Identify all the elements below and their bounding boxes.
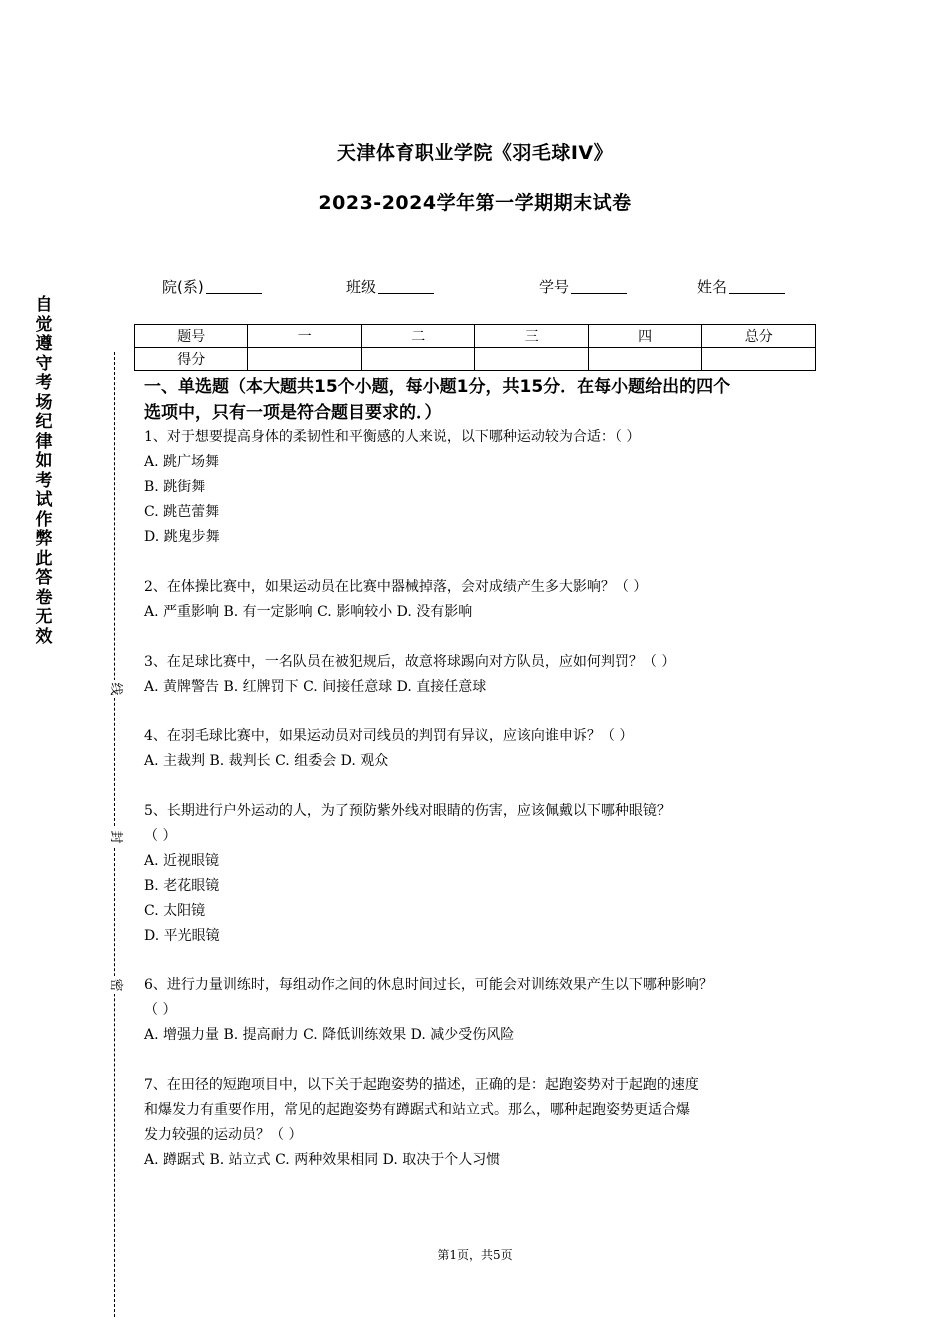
score-table-header-cell: 二 xyxy=(361,325,474,348)
score-table xyxy=(134,324,816,371)
question-5-option: C. 太阳镜 xyxy=(144,903,206,919)
question-1-option: B. 跳街舞 xyxy=(144,479,206,495)
student-id-label: 学号 xyxy=(539,278,570,296)
question-6-text: 6、进行力量训练时，每组动作之间的休息时间过长，可能会对训练效果产生以下哪种影响？ xyxy=(144,977,713,993)
question-2-text: 2、在体操比赛中，如果运动员在比赛中器械掉落，会对成绩产生多大影响？（ ） xyxy=(144,579,648,595)
student-id-blank[interactable] xyxy=(571,279,627,294)
score-cell[interactable] xyxy=(588,348,701,371)
question-5-text: （ ） xyxy=(144,828,177,844)
question-1-text: 1、对于想要提高身体的柔韧性和平衡感的人来说，以下哪种运动较为合适：（ ） xyxy=(144,429,641,445)
class-label: 班级 xyxy=(346,278,377,296)
question-1-option: C. 跳芭蕾舞 xyxy=(144,504,220,520)
student-id-field[interactable] xyxy=(539,276,627,297)
seal-label-secret: 密 xyxy=(104,976,126,994)
score-cell[interactable] xyxy=(361,348,474,371)
name-field[interactable] xyxy=(697,276,785,297)
question-4-options: A. 主裁判 B. 裁判长 C. 组委会 D. 观众 xyxy=(144,753,389,769)
question-7-text: 7、在田径的短跑项目中，以下关于起跑姿势的描述，正确的是：起跑姿势对于起跑的速度 xyxy=(144,1077,699,1093)
question-7-text: 和爆发力有重要作用，常见的起跑姿势有蹲踞式和站立式。那么，哪种起跑姿势更适合爆 xyxy=(144,1102,690,1118)
section-heading xyxy=(144,374,824,426)
question-3-text: 3、在足球比赛中，一名队员在被犯规后，故意将球踢向对方队员，应如何判罚？（ ） xyxy=(144,654,676,670)
exam-title: 天津体育职业学院《羽毛球IV》 xyxy=(336,142,614,164)
section-heading-line: 一、单选题（本大题共15个小题，每小题1分，共15分．在每小题给出的四个 xyxy=(144,377,731,397)
section-heading-line: 选项中，只有一项是符合题目要求的．） xyxy=(144,403,442,423)
question-6-options: A. 增强力量 B. 提高耐力 C. 降低训练效果 D. 减少受伤风险 xyxy=(144,1027,515,1043)
question-5-text: 5、长期进行户外运动的人，为了预防紫外线对眼睛的伤害，应该佩戴以下哪种眼镜？ xyxy=(144,803,671,819)
question-7-options: A. 蹲踞式 B. 站立式 C. 两种效果相同 D. 取决于个人习惯 xyxy=(144,1152,501,1168)
question-3-options: A. 黄牌警告 B. 红牌罚下 C. 间接任意球 D. 直接任意球 xyxy=(144,679,487,695)
score-cell[interactable] xyxy=(475,348,588,371)
question-7-text: 发力较强的运动员？（ ） xyxy=(144,1127,303,1143)
department-blank[interactable] xyxy=(206,279,262,294)
department-label: 院(系) xyxy=(162,278,204,296)
score-row-label: 得分 xyxy=(135,348,248,371)
score-cell[interactable] xyxy=(248,348,361,371)
question-6-text: （ ） xyxy=(144,1002,177,1018)
question-4-text: 4、在羽毛球比赛中，如果运动员对司线员的判罚有异议，应该向谁申诉？（ ） xyxy=(144,728,634,744)
class-blank[interactable] xyxy=(378,279,434,294)
question-5-option: A. 近视眼镜 xyxy=(144,853,220,869)
name-label: 姓名 xyxy=(697,278,728,296)
question-1-option: D. 跳鬼步舞 xyxy=(144,529,220,545)
score-table-header-cell: 总分 xyxy=(702,325,816,348)
class-field[interactable] xyxy=(346,276,434,297)
name-blank[interactable] xyxy=(729,279,785,294)
department-field[interactable] xyxy=(162,276,262,297)
score-table-row xyxy=(135,348,816,371)
question-5-option: B. 老花眼镜 xyxy=(144,878,220,894)
exam-discipline-notice: 自觉遵守考场纪律如考试作弊此答卷无效 xyxy=(35,295,53,647)
score-table-header-row xyxy=(135,325,816,348)
score-cell[interactable] xyxy=(702,348,816,371)
exam-subtitle: 2023-2024学年第一学期期末试卷 xyxy=(318,192,632,214)
seal-label-seal: 封 xyxy=(104,828,126,846)
question-5-option: D. 平光眼镜 xyxy=(144,928,220,944)
question-2-options: A. 严重影响 B. 有一定影响 C. 影响较小 D. 没有影响 xyxy=(144,604,473,620)
score-table-header-cell: 四 xyxy=(588,325,701,348)
score-table-header-cell: 题号 xyxy=(135,325,248,348)
score-table-header-cell: 一 xyxy=(248,325,361,348)
question-1-option: A. 跳广场舞 xyxy=(144,454,220,470)
seal-label-line: 线 xyxy=(104,680,126,698)
page-number: 第1页，共5页 xyxy=(437,1248,513,1262)
score-table-header-cell: 三 xyxy=(475,325,588,348)
